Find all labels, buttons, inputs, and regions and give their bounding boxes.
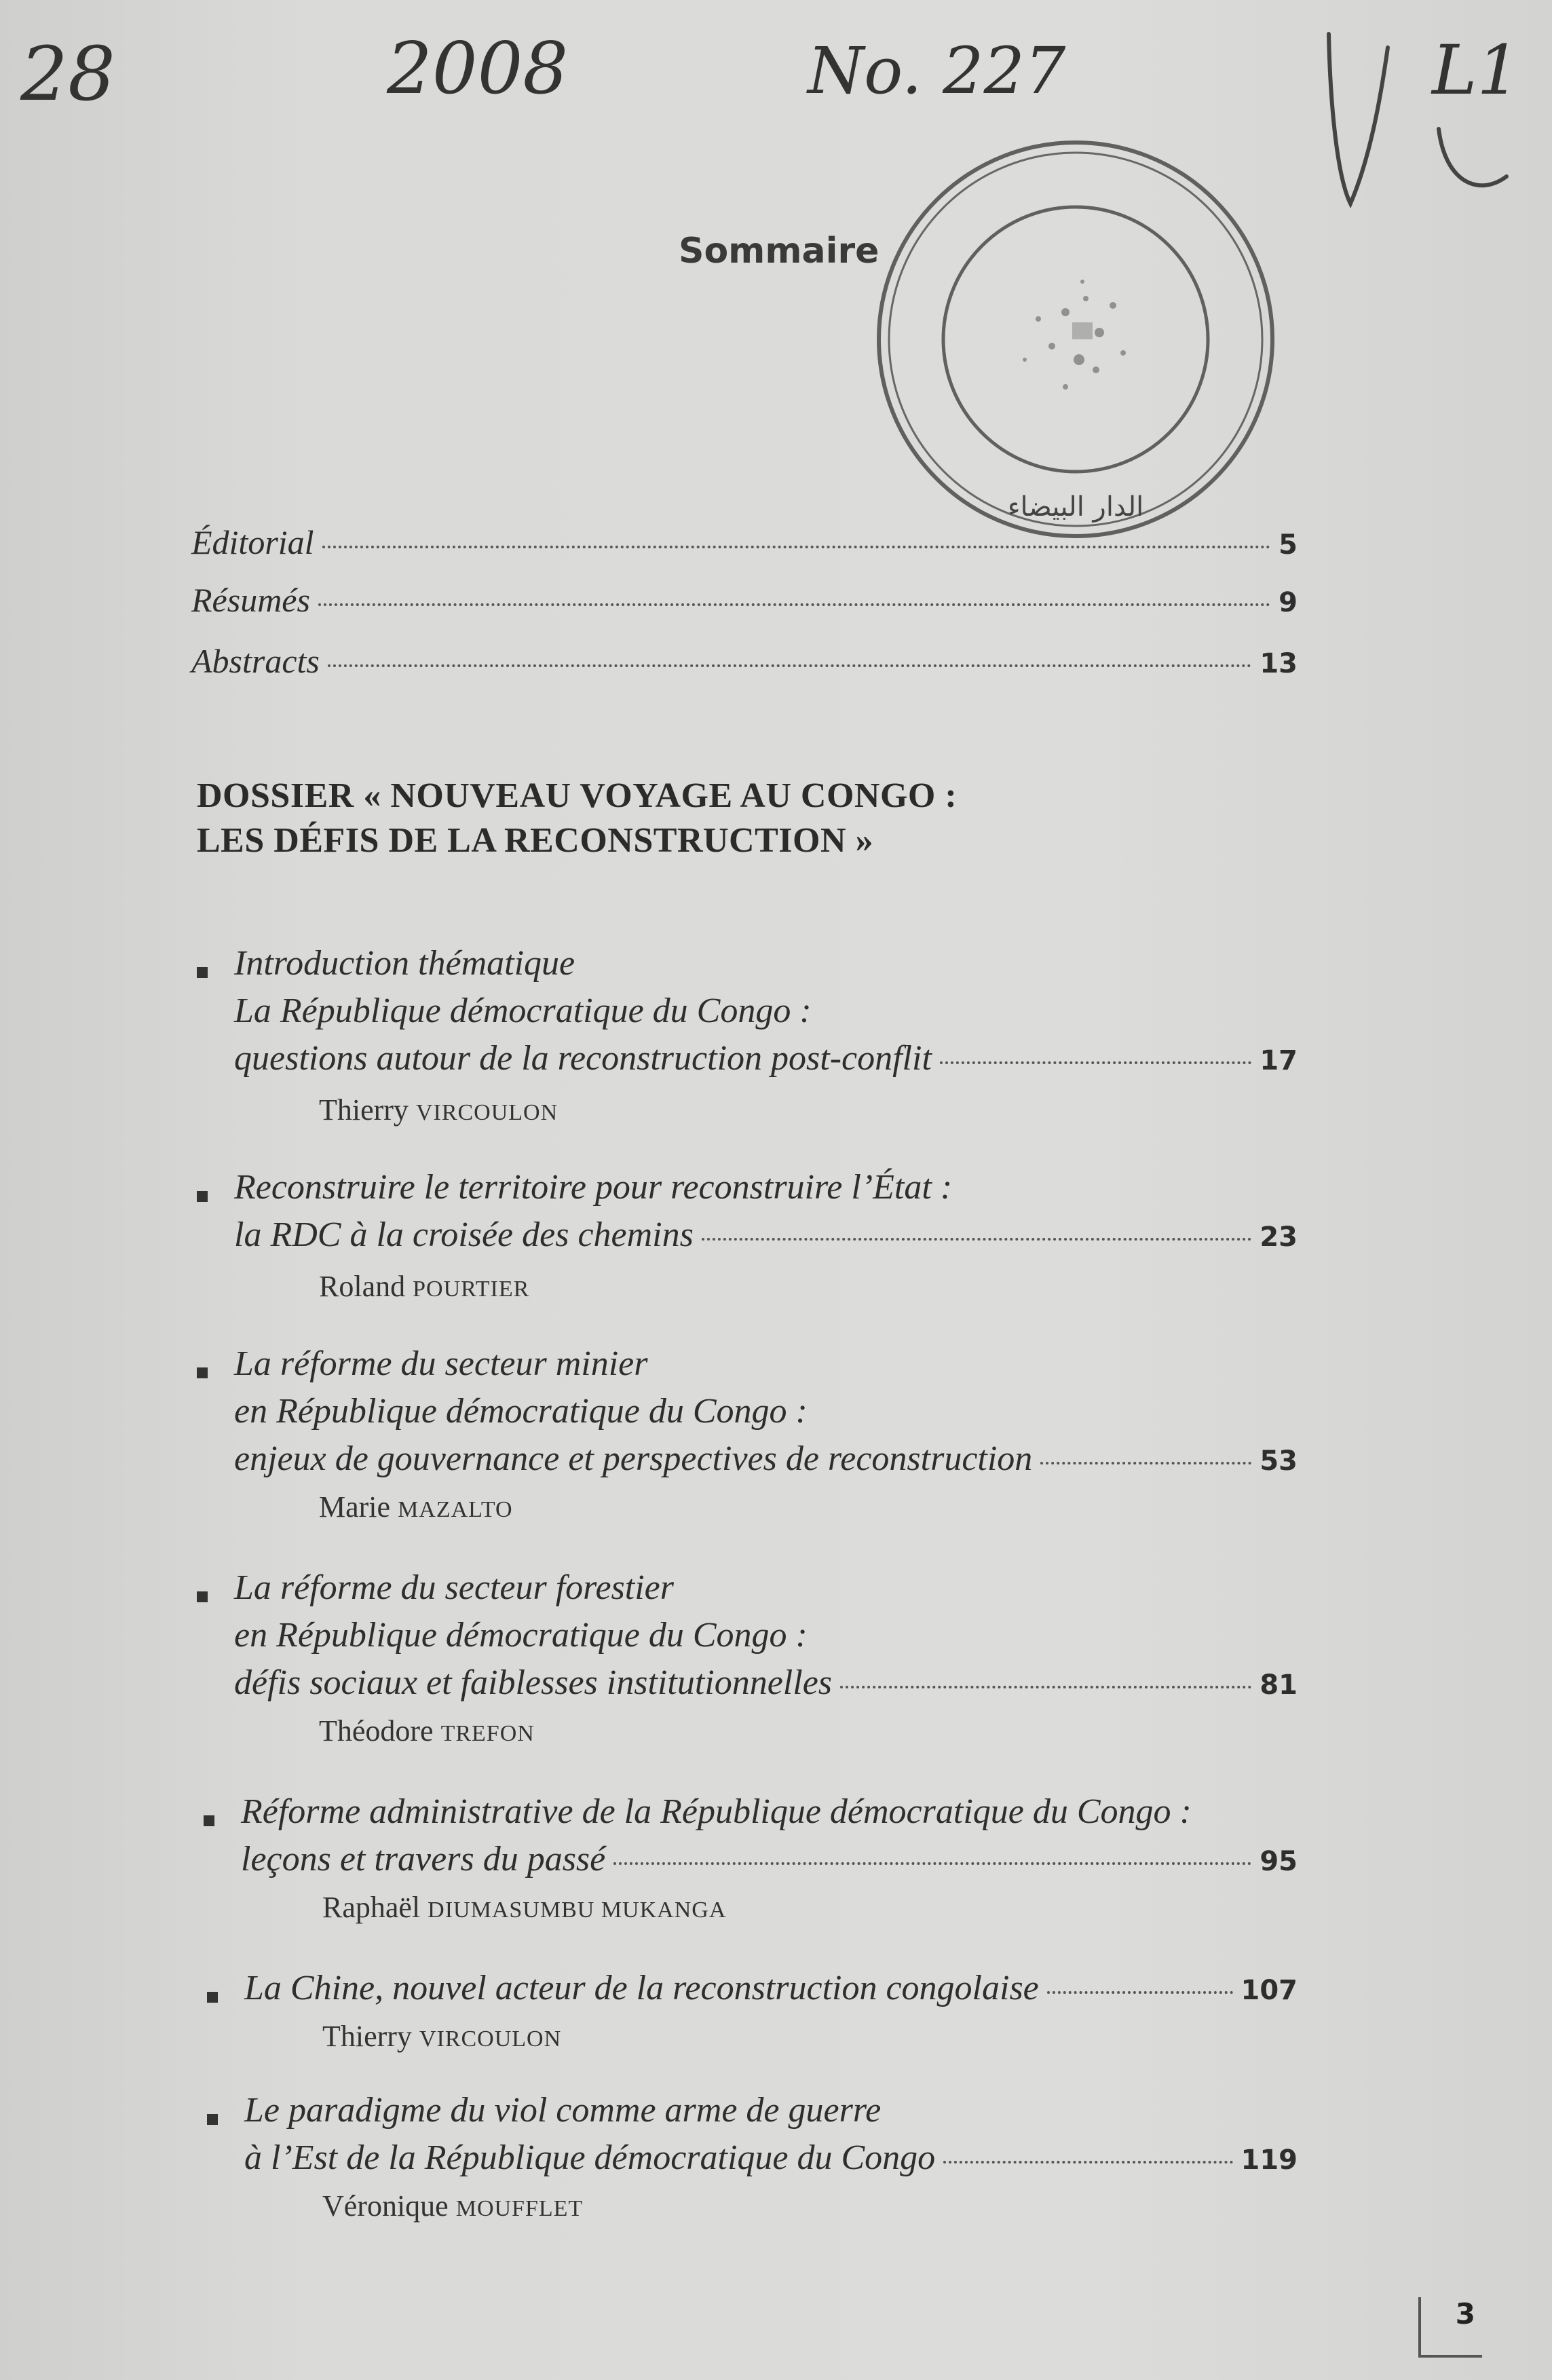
article-6-author [322,2019,561,2054]
article-6-page-number: 107 [1241,1975,1298,2006]
article-1-author [319,1093,558,1127]
toc-label: Résumés [191,581,310,619]
stamp-arabic-text: الدار البيضاء [1007,491,1144,523]
article-2-author [319,1269,529,1304]
dot-leader [702,1238,1251,1241]
article-7-author [322,2189,583,2223]
toc-page-number: 9 [1279,587,1298,618]
dot-leader [840,1686,1251,1688]
dot-leader [943,2161,1232,2164]
article-1-line-2[interactable]: La République démocratique du Congo : [234,991,812,1030]
toc-page-number: 5 [1279,529,1298,561]
bullet-square-icon [204,1815,214,1826]
author-first-name: Théodore [319,1714,434,1748]
article-7-line-1[interactable]: Le paradigme du viol comme arme de guerre [244,2091,882,2130]
article-4-author [319,1714,535,1748]
handwritten-year: 2008 [387,27,569,110]
dot-leader [613,1862,1251,1865]
dot-leader [1040,1462,1251,1465]
dossier-heading-line-1: DOSSIER « NOUVEAU VOYAGE AU CONGO : [197,776,958,815]
toc-page-number: 13 [1260,648,1298,679]
author-last-name: POURTIER [413,1277,530,1302]
article-7-page-number: 119 [1241,2145,1298,2176]
author-first-name: Raphaël [322,1891,421,1924]
article-2-line-1[interactable]: Reconstruire le territoire pour reconstruire l’État : [234,1168,953,1207]
article-3-page-number: 53 [1260,1446,1298,1477]
article-6-title-row[interactable] [244,1968,1298,2008]
author-last-name: VIRCOULON [415,1100,559,1125]
article-2-title-row[interactable] [234,1215,1298,1255]
dot-leader [940,1061,1251,1064]
bullet-square-icon [207,1992,218,2003]
page-folio [1418,2297,1482,2358]
article-5-line-2: leçons et travers du passé [241,1840,606,1878]
article-6-line-1: La Chine, nouvel acteur de la reconstruction congolaise [244,1969,1039,2007]
article-4-line-3: défis sociaux et faiblesses institutionnelles [234,1663,833,1702]
bullet-square-icon [207,2114,218,2125]
toc-label: Éditorial [191,523,314,561]
article-2-line-2: la RDC à la croisée des chemins [234,1215,694,1254]
page-title: Sommaire [679,231,879,271]
dossier-heading-line-2: LES DÉFIS DE LA RECONSTRUCTION » [197,821,874,860]
article-3-line-1[interactable]: La réforme du secteur minier [234,1344,648,1383]
article-4-title-row[interactable] [234,1663,1298,1703]
article-3-line-3: enjeux de gouvernance et perspectives de reconstruction [234,1439,1033,1478]
article-5-author [322,1890,726,1925]
author-last-name: VIRCOULON [419,2026,562,2052]
handwritten-check-mark [1323,20,1513,217]
bullet-square-icon [197,1191,208,1202]
handwritten-corner-code: L1 [1432,31,1521,110]
handwritten-volume: 28 [20,31,115,117]
bullet-square-icon [197,1591,208,1602]
toc-row-resumes[interactable] [191,580,1298,620]
article-1-title-row[interactable] [234,1038,1298,1078]
article-3-author [319,1490,513,1524]
toc-row-editorial[interactable] [191,523,1298,562]
library-stamp [862,136,1289,543]
article-5-title-row[interactable] [241,1839,1298,1879]
author-first-name: Thierry [319,1093,409,1127]
article-1-line-3: questions autour de la reconstruction post-conflit [234,1039,932,1078]
author-last-name: TREFON [440,1721,535,1746]
handwritten-issue: No. 227 [808,34,1066,109]
author-first-name: Marie [319,1490,391,1524]
article-3-line-2[interactable]: en République démocratique du Congo : [234,1392,808,1431]
article-7-line-2: à l’Est de la République démocratique du Congo [244,2138,936,2177]
bullet-square-icon [197,967,208,978]
article-4-line-1[interactable]: La réforme du secteur forestier [234,1568,674,1607]
article-1-line-1[interactable]: Introduction thématique [234,944,575,983]
article-4-line-2[interactable]: en République démocratique du Congo : [234,1616,808,1655]
article-3-title-row[interactable] [234,1439,1298,1479]
dossier-heading [197,774,1350,863]
author-last-name: MOUFFLET [455,2196,584,2221]
dot-leader [1047,1991,1233,1994]
article-2-page-number: 23 [1260,1222,1298,1253]
article-5-page-number: 95 [1260,1846,1298,1877]
article-7-title-row[interactable] [244,2138,1298,2178]
page-number: 3 [1455,2297,1475,2330]
author-first-name: Thierry [322,2020,412,2053]
author-last-name: DIUMASUMBU MUKANGA [428,1897,727,1923]
dot-leader [322,546,1271,548]
dot-leader [318,603,1270,606]
dot-leader [328,664,1251,667]
toc-row-abstracts[interactable] [191,641,1298,681]
author-last-name: MAZALTO [398,1497,513,1522]
author-first-name: Roland [319,1270,406,1303]
article-1-page-number: 17 [1260,1045,1298,1076]
bullet-square-icon [197,1367,208,1378]
article-5-line-1[interactable]: Réforme administrative de la République démocratique du Congo : [241,1792,1192,1831]
article-4-page-number: 81 [1260,1669,1298,1701]
author-first-name: Véronique [322,2189,449,2223]
toc-label: Abstracts [191,642,320,680]
